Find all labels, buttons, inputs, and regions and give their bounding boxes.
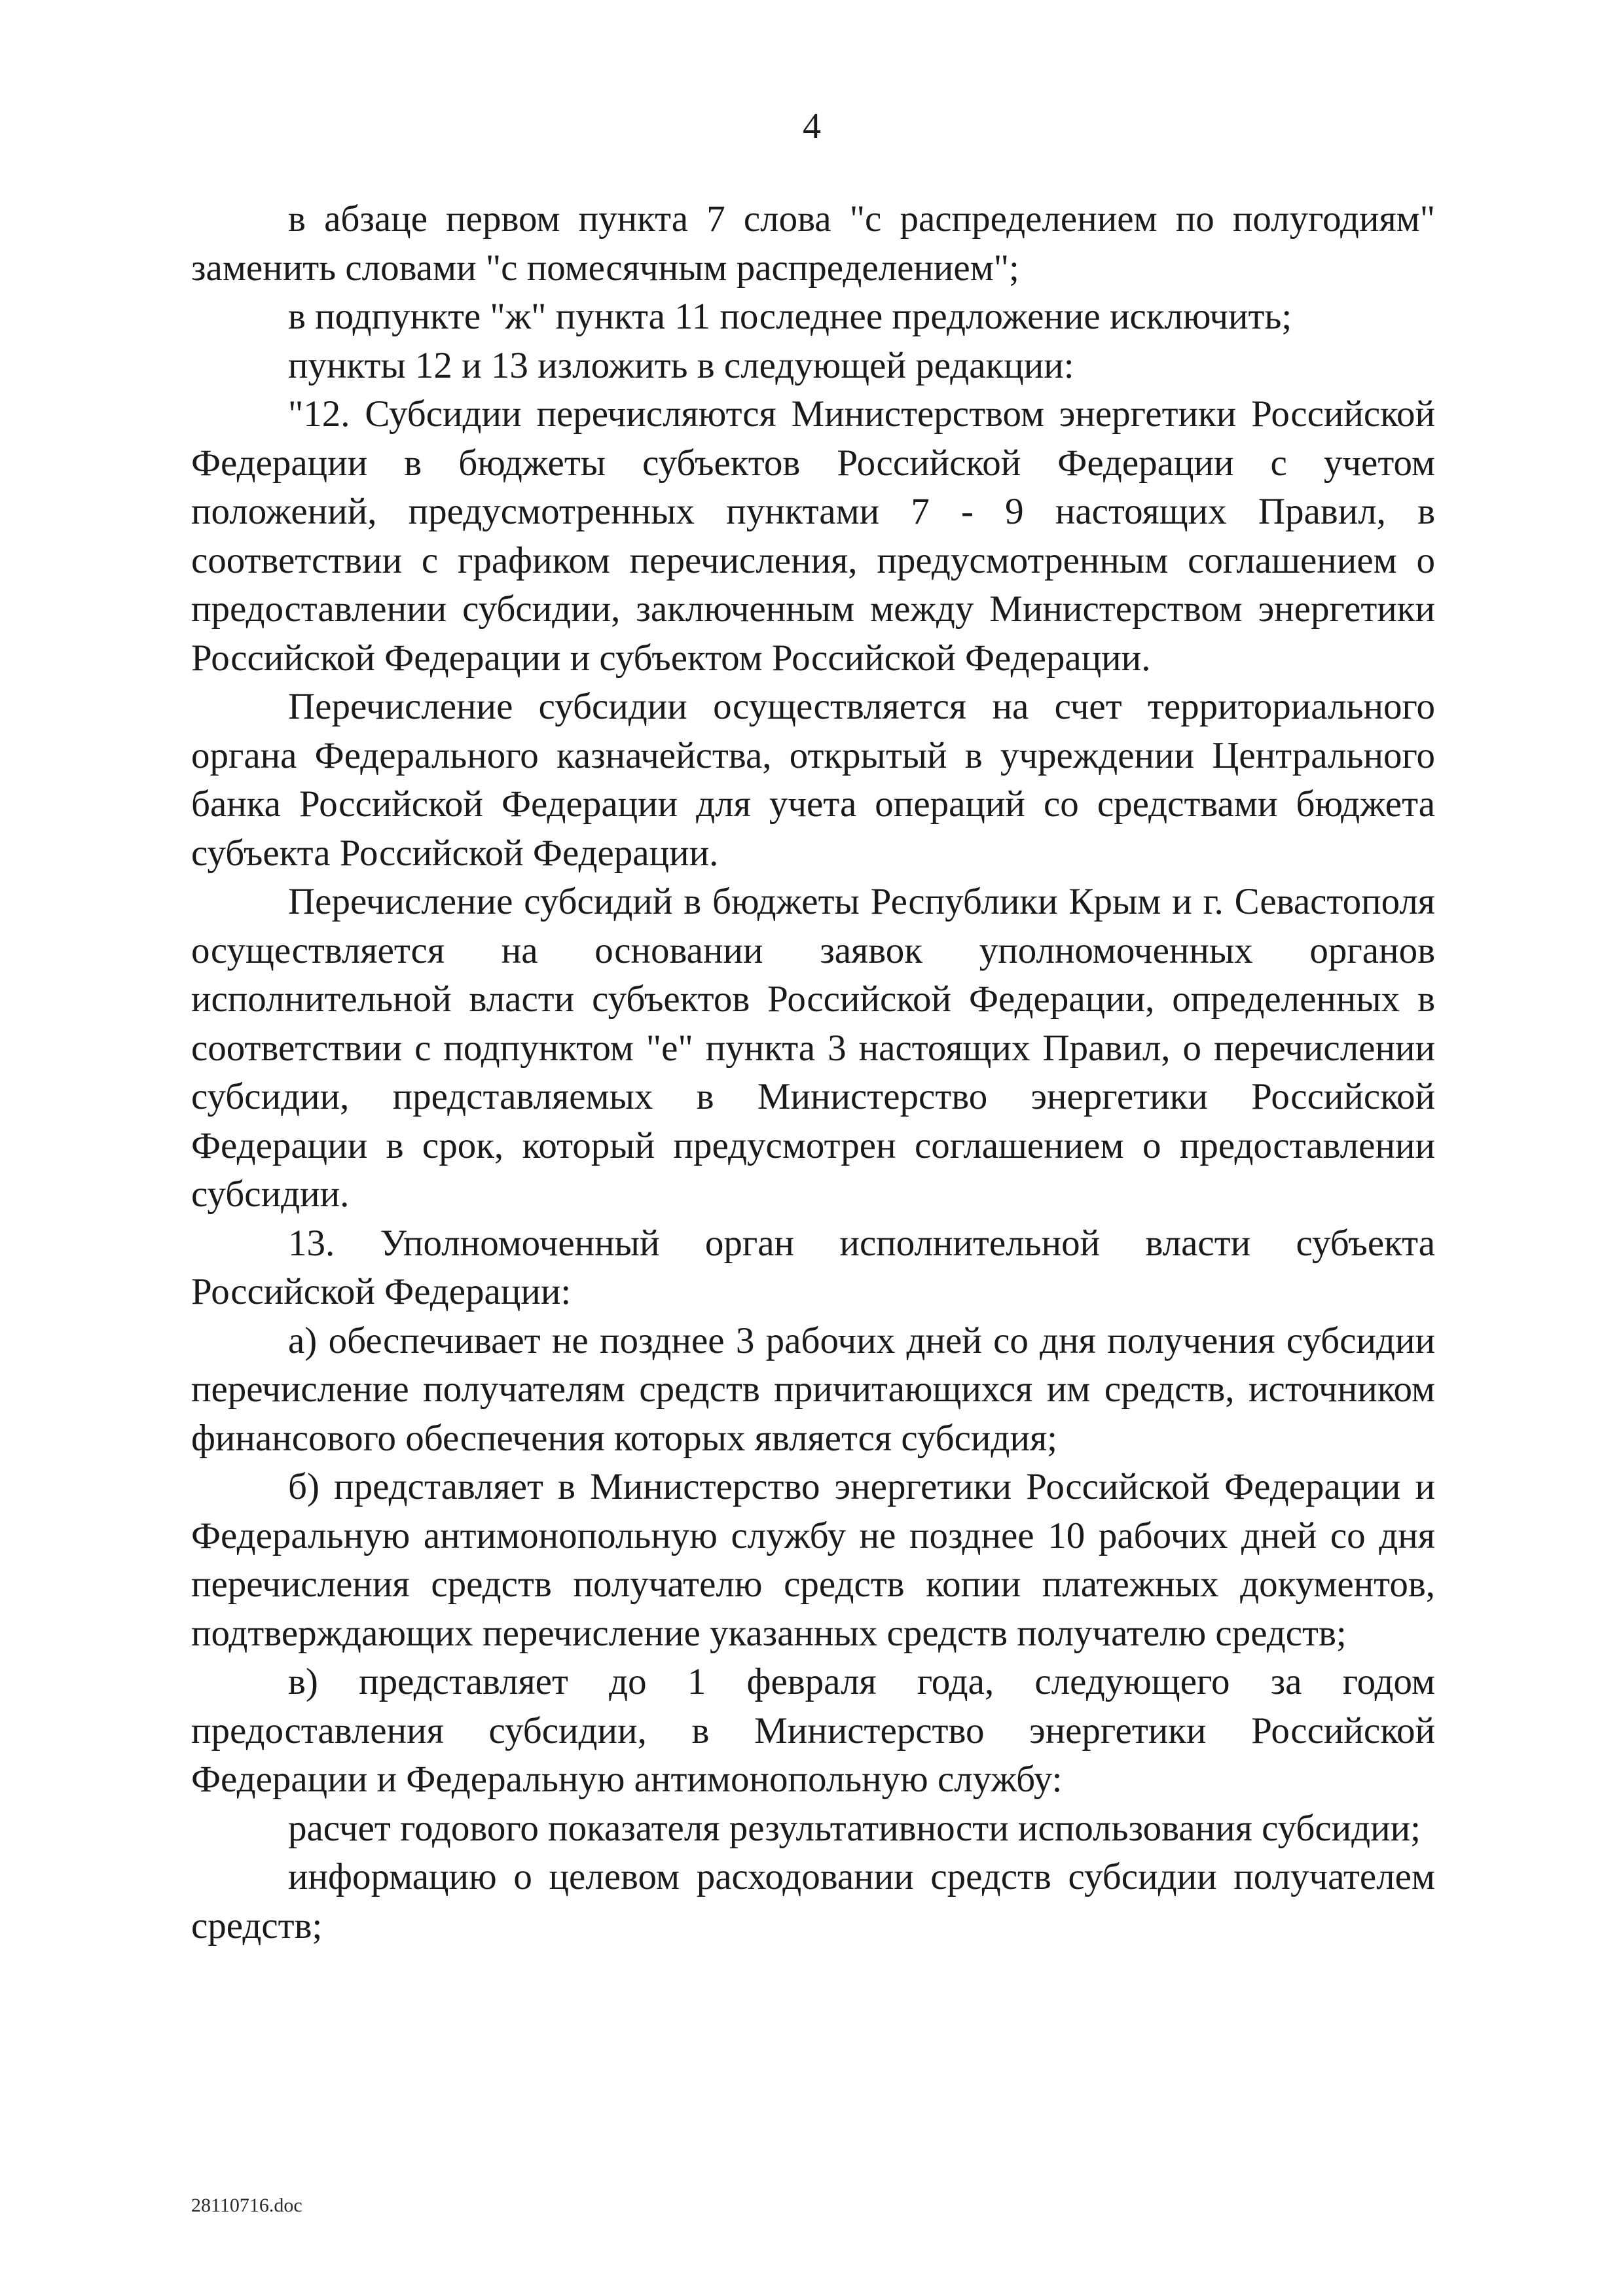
paragraph-transfer-account: Перечисление субсидии осуществляется на счет территориального органа Федерального казначейства, открытый в учреждении Центрального банка Российской Федерации для учета операций со средствами бюджета субъекта Российской Федерации. bbox=[191, 686, 1435, 874]
document-body bbox=[191, 195, 1435, 1950]
paragraph-item-12: "12. Субсидии перечисляются Министерством энергетики Российской Федерации в бюджеты субъектов Российской Федерации с учетом положений, предусмотренных пунктами 7 - 9 настоящих Правил, в соответствии с графиком перечисления, предусмотренным соглашением о предоставлении субсидии, заключенным между Министерством энергетики Российской Федерации и субъектом Российской Федерации. bbox=[191, 393, 1435, 679]
footer-document-reference: 28110716.doc bbox=[191, 2195, 302, 2216]
paragraph-subitem-b: б) представляет в Министерство энергетики Российской Федерации и Федеральную антимонопольную службу не позднее 10 рабочих дней со дня перечисления средств получателю средств копии платежных документов, подтверждающих перечисление указанных средств получателю средств; bbox=[191, 1466, 1435, 1654]
paragraph-subitem-a: а) обеспечивает не позднее 3 рабочих дней со дня получения субсидии перечисление получателям средств причитающихся им средств, источником финансового обеспечения которых является субсидия; bbox=[191, 1319, 1435, 1459]
paragraph-subitem-v: в) представляет до 1 февраля года, следующего за годом предоставления субсидии, в Министерство энергетики Российской Федерации и Федеральную антимонопольную службу: bbox=[191, 1661, 1435, 1800]
paragraph-annual-indicator: расчет годового показателя результативности использования субсидии; bbox=[288, 1807, 1421, 1849]
page-number: 4 bbox=[803, 106, 821, 147]
paragraph-exclude-sentence-p11: в подпункте "ж" пункта 11 последнее предложение исключить; bbox=[288, 296, 1292, 337]
paragraph-restate-p12-p13: пункты 12 и 13 изложить в следующей редакции: bbox=[288, 344, 1074, 386]
paragraph-item-13: 13. Уполномоченный орган исполнительной власти субъекта Российской Федерации: bbox=[191, 1222, 1435, 1312]
paragraph-target-spending-info: информацию о целевом расходовании средств субсидии получателем средств; bbox=[191, 1856, 1435, 1946]
paragraph-crimea-sevastopol: Перечисление субсидий в бюджеты Республики Крым и г. Севастополя осуществляется на основании заявок уполномоченных органов исполнительной власти субъектов Российской Федерации, определенных в соответствии с подпунктом "е" пункта 3 настоящих Правил, о перечислении субсидии, представляемых в Министерство энергетики Российской Федерации в срок, который предусмотрен соглашением о предоставлении субсидии. bbox=[191, 881, 1435, 1215]
paragraph-replace-words-p7: в абзаце первом пункта 7 слова "с распределением по полугодиям" заменить словами "с помесячным распределением"; bbox=[191, 198, 1435, 289]
